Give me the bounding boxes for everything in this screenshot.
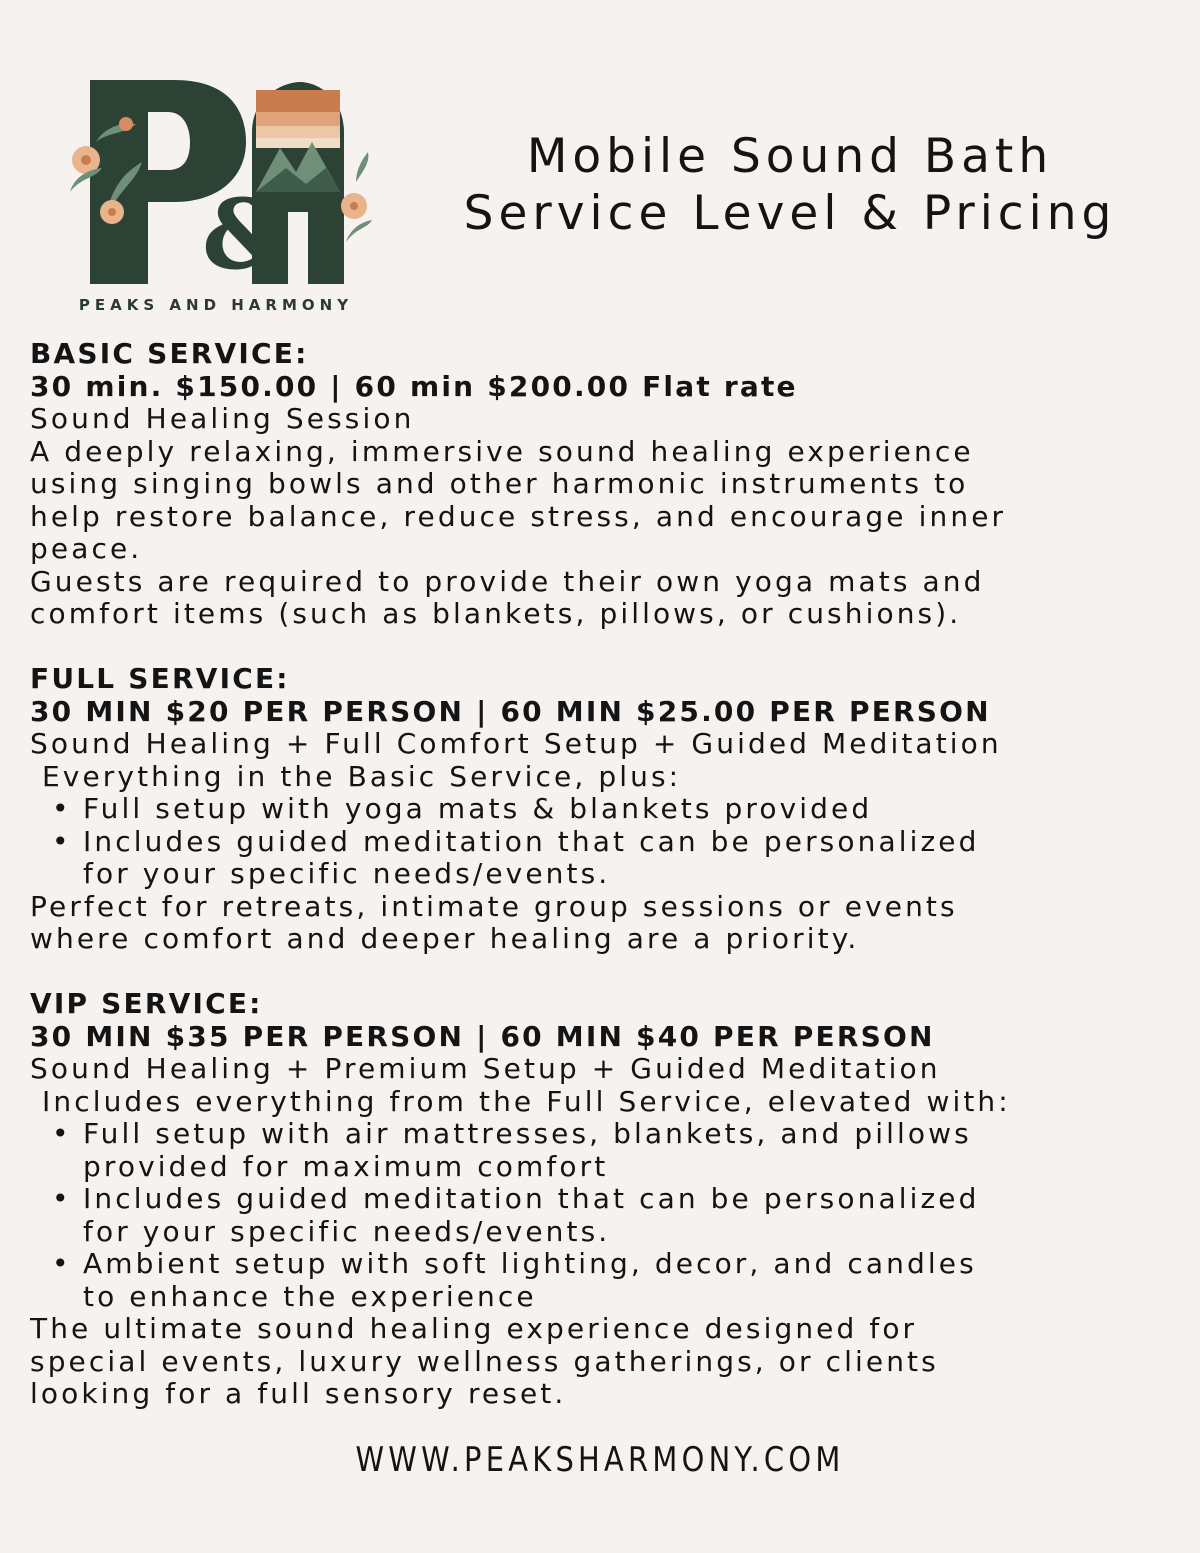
vip-service-heading: VIP SERVICE: xyxy=(30,987,263,1020)
basic-desc-line: peace. xyxy=(30,532,143,565)
basic-service-heading: BASIC SERVICE: xyxy=(30,337,309,370)
vip-service-subtitle: Sound Healing + Premium Setup + Guided Meditation xyxy=(30,1052,941,1085)
full-service-features xyxy=(30,793,1180,891)
mountain-sunset-icon xyxy=(256,90,340,192)
list-item xyxy=(30,826,1180,891)
vip-service-intro: Includes everything from the Full Service, elevated with: xyxy=(42,1084,1011,1118)
vip-service-section xyxy=(30,988,1180,1411)
page-title xyxy=(420,128,1160,242)
full-service-price: 30 MIN $20 PER PERSON | 60 MIN $25.00 PER PERSON xyxy=(30,694,991,728)
feature-text: Includes guided meditation that can be personalized for your specific needs/events. xyxy=(83,824,980,890)
title-line-2: Service Level & Pricing xyxy=(463,186,1117,241)
brand-logo xyxy=(56,72,376,322)
list-item xyxy=(30,1183,1180,1248)
full-service-intro: Everything in the Basic Service, plus: xyxy=(42,759,682,793)
vip-closing-line: looking for a full sensory reset. xyxy=(30,1377,567,1410)
list-item xyxy=(30,793,1180,826)
list-item xyxy=(30,1248,1180,1313)
bullet-icon: • xyxy=(52,792,72,825)
basic-desc-line: comfort items (such as blankets, pillows, or cushions). xyxy=(30,597,962,630)
basic-service-price: 30 min. $150.00 | 60 min $200.00 Flat rate xyxy=(30,369,798,403)
basic-service-subtitle: Sound Healing Session xyxy=(30,402,415,435)
vip-service-features xyxy=(30,1118,1180,1313)
full-closing-line: Perfect for retreats, intimate group sessions or events xyxy=(30,889,958,923)
vip-closing-line: special events, luxury wellness gatherings, or clients xyxy=(30,1344,939,1378)
bullet-icon: • xyxy=(52,824,72,858)
pricing-content xyxy=(30,338,1180,1411)
basic-service-section xyxy=(30,338,1180,631)
feature-text: Full setup with air mattresses, blankets, and pillows provided for maximum comfort xyxy=(83,1117,972,1183)
full-service-subtitle: Sound Healing + Full Comfort Setup + Guided Meditation xyxy=(30,727,1002,760)
logo-caption: PEAKS AND HARMONY xyxy=(78,296,354,314)
full-closing-line: where comfort and deeper healing are a priority. xyxy=(30,922,860,955)
full-service-section xyxy=(30,663,1180,956)
bullet-icon: • xyxy=(52,1117,72,1150)
vip-service-price: 30 MIN $35 PER PERSON | 60 MIN $40 PER PERSON xyxy=(30,1019,935,1053)
ampersand-glyph: & xyxy=(202,178,289,291)
full-service-heading: FULL SERVICE: xyxy=(30,662,290,695)
basic-desc-line: help restore balance, reduce stress, and encourage inner xyxy=(30,499,1007,533)
feature-text: Full setup with yoga mats & blankets provided xyxy=(83,792,873,825)
title-line-1: Mobile Sound Bath xyxy=(526,129,1054,184)
vip-closing-line: The ultimate sound healing experience designed for xyxy=(30,1312,918,1345)
bullet-icon: • xyxy=(52,1182,72,1215)
basic-desc-line: Guests are required to provide their own yoga mats and xyxy=(30,564,985,598)
feature-text: Includes guided meditation that can be personalized for your specific needs/events. xyxy=(83,1182,980,1248)
logo-monogram-graphic xyxy=(56,72,376,292)
bullet-icon: • xyxy=(52,1247,72,1280)
feature-text: Ambient setup with soft lighting, decor, and candles to enhance the experience xyxy=(83,1247,977,1313)
website-link[interactable]: WWW.PEAKSHARMONY.COM xyxy=(355,1440,845,1480)
basic-desc-line: using singing bowls and other harmonic instruments to xyxy=(30,467,969,500)
list-item xyxy=(30,1118,1180,1183)
basic-desc-line: A deeply relaxing, immersive sound healing experience xyxy=(30,434,974,468)
